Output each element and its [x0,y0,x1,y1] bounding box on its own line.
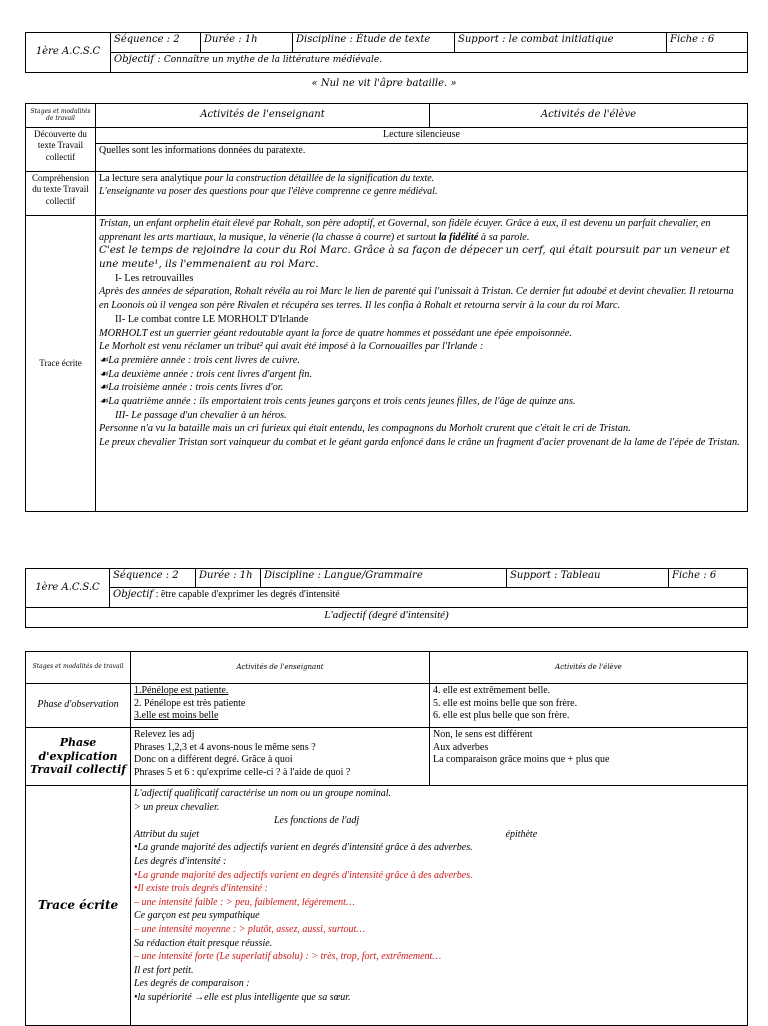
trace-text: à sa parole. [478,231,530,243]
col-header-stages-2: Stages et modalités de travail [26,652,131,684]
trace-line: – une intensité faible : > peu, faiblement, légèrement… [134,896,355,908]
support-label: Support : le combat initiatique [455,33,667,53]
trace-text: Tristan, un enfant orphelin était élevé par Rohalt, son père adoptif, et Governal, son fidèle écuyer. Grâce à eux, il est devenu un parfait chevalier, en apprenant les arts martiaux, la musique, la vénerie (la chasse à courre) et surtout [99,218,711,243]
stage-decouverte: Découverte du texte Travail collectif [26,128,96,172]
explication-left [131,728,430,786]
tribute-item: ☙La troisième année : trois cents livres d'or. [99,382,284,394]
tribute-item: ☙La quatrième année : ils emportaient trois cents jeunes garçons et trois cents jeunes filles, de l'âge de quinze ans. [99,395,576,407]
teacher-question: Relevez les adj [134,729,195,740]
teacher-question: Phrases 5 et 6 : qu'exprime celle-ci ? à l'aide de quoi ? [134,766,351,778]
attribut-label: Attribut du sujet [134,828,199,840]
col-header-teacher: Activités de l'enseignant [96,104,430,128]
tribute-item: ☙La première année : trois cent livres de cuivre. [99,354,300,366]
trace-line: Les degrés de comparaison : [134,978,250,990]
trace-line: •la supériorité →elle est plus intelligente que sa sœur. [134,991,351,1003]
fiche2-body [25,651,748,1026]
trace-paragraph [99,217,744,244]
student-answer: La comparaison grâce moins que + plus que [433,754,610,765]
objectif-label: Objectif : [114,54,161,65]
stage-trace-ecrite: Trace écrite [26,216,96,512]
discipline-label-2: Discipline : Langue/Grammaire [261,569,507,588]
duree-label-2: Durée : 1h [196,569,261,588]
tribute-item: ☙La deuxième année : trois cent livres d'argent fin. [99,368,313,380]
trace-line: – une intensité moyenne : > plutôt, assez, aussi, surtout… [134,923,366,935]
objectif-row [111,53,748,73]
section-heading: II- Le combat contre LE MORHOLT D'Irlande [115,313,309,325]
student-answer: Non, le sens est différent [433,729,533,740]
epithete-label: épithète [505,828,538,840]
trace-paragraph: C'est le temps de rejoindre la cour du Roi Marc. Grâce à sa façon de dépecer un cerf, qui était poursuit par un veneur et une meute¹, ils l'emmenaient au roi Marc. [99,244,730,271]
trace-ecrite-label-2: Trace écrite [26,786,131,1026]
trace-line: Sa rédaction était presque réussie. [134,937,273,949]
objectif-label-2: Objectif [113,589,154,600]
trace-paragraph: Le preux chevalier Tristan sort vainqueur du combat et le géant garda enfoncé dans le crâne un fragment d'acier provenant de la lame de l'épée de Tristan. [99,437,740,448]
epigraph-quote: « Nul ne vit l'âpre bataille. » [311,78,457,89]
objectif-row-2 [110,588,748,608]
lecture-analytique-purpose: pour la construction détaillée de la signification du texte. [204,173,435,184]
col-header-student: Activités de l'élève [430,104,748,128]
fiche1-header [25,32,748,73]
example-sentence: 6. elle est plus belle que son frère. [433,710,570,721]
example-sentence: 5. elle est moins belle que son frère. [433,697,578,709]
fiche1-body [25,103,748,512]
lesson-title: L'adjectif (degré d'intensité) [26,608,748,628]
observation-right [430,684,748,728]
trace-line: Les degrés d'intensité : [134,855,227,867]
fiche-number: Fiche : 6 [667,33,748,53]
trace-paragraph: Après des années de séparation, Rohalt révéla au roi Marc le lien de parenté qui l'unissait à Tristan. Ce dernier fut adoubé et devint chevalier. Il retourna en Loonois où il vengea son père Rivalen et récupéra ses terres. Il les confia à Rohalt et retourna servir à la cour du roi Marc. [99,286,734,312]
student-answer: Aux adverbes [433,741,489,753]
trace-line: > un preux chevalier. [134,801,220,813]
trace-ecrite-content [96,216,748,512]
discipline-label: Discipline : Étude de texte [293,33,455,53]
lecture-analytique: La lecture sera analytique [99,173,205,184]
trace-line: Il est fort petit. [134,964,194,976]
trace-line: – une intensité forte (Le superlatif absolu) : > très, trop, fort, extrêmement… [134,951,442,963]
enseignante-questions: L'enseignante va poser des questions pour que l'élève comprenne ce genre médiéval. [99,185,438,197]
section-heading: III- Le passage d'un chevalier à un héros. [115,409,287,421]
trace-line: Les fonctions de l'adj [274,815,360,827]
sequence-label-2: Séquence : 2 [110,569,196,588]
example-sentence [134,710,426,723]
trace-line: L'adjectif qualificatif caractérise un nom ou un groupe nominal. [134,788,392,799]
trace-line [134,828,744,842]
trace-line: •La grande majorité des adjectifs varient en degrés d'intensité grâce à des adverbes. [134,842,473,854]
col-header-teacher-2: Activités de l'enseignant [131,652,430,684]
stage-comprehension: Compréhension du texte Travail collectif [26,172,96,216]
example-text: 3.elle est moins belle [134,710,219,721]
example-text: 1.Pénélope est patiente. [134,685,229,696]
example-sentence [134,685,426,698]
trace-paragraph: Personne n'a vu la bataille mais un cri furieux qui était entendu, les compagnons du Morholt crurent que c'était le cri de Tristan. [99,423,631,435]
trace-line: Ce garçon est peu sympathique [134,910,260,922]
decouverte-content [96,128,748,172]
col-header-student-2: Activités de l'élève [430,652,748,684]
explication-right [430,728,748,786]
phase-observation: Phase d'observation [26,684,131,728]
example-sentence: 4. elle est extrêmement belle. [433,685,551,696]
comprehension-content [96,172,748,216]
observation-left [131,684,430,728]
trace-line: •La grande majorité des adjectifs varient en degrés d'intensité grâce à des adverbes. [134,869,473,881]
duree-label: Durée : 1h [201,33,293,53]
fiche-number-2: Fiche : 6 [669,569,748,588]
teacher-question: Phrases 1,2,3 et 4 avons-nous le même sens ? [134,741,316,753]
phase-explication: Phase d'explication Travail collectif [26,728,131,786]
class-label-2: 1ère A.C.S.C [26,569,110,608]
trace-bold: la fidélité [438,231,479,243]
lecture-silencieuse: Lecture silencieuse [96,128,747,144]
objectif-text: Connaître un mythe de la littérature médiévale. [163,55,383,65]
example-sentence: 2. Pénélope est très patiente [134,697,246,709]
teacher-question: Donc on a différent degré. Grâce à quoi [134,754,293,765]
trace-ecrite-content-2 [131,786,748,1026]
class-label: 1ère A.C.S.C [26,33,111,73]
sequence-label: Séquence : 2 [111,33,201,53]
fiche2-header [25,568,748,628]
trace-paragraph: MORHOLT est un guerrier géant redoutable ayant la force de quatre hommes et possédant une épée empoisonnée. [99,327,572,339]
support-label-2: Support : Tableau [507,569,669,588]
paratexte-question: Quelles sont les informations données du paratexte. [99,144,306,156]
trace-paragraph: Le Morholt est venu réclamer un tribut² qui avait été imposé à la Cornouailles par l'Irlande : [99,341,484,353]
section-heading: I- Les retrouvailles [115,272,194,284]
trace-line: •Il existe trois degrés d'intensité : [134,883,268,895]
objectif-text-2: : être capable d'exprimer les degrés d'intensité [155,589,340,600]
col-header-stages: Stages et modalités de travail [26,104,96,128]
